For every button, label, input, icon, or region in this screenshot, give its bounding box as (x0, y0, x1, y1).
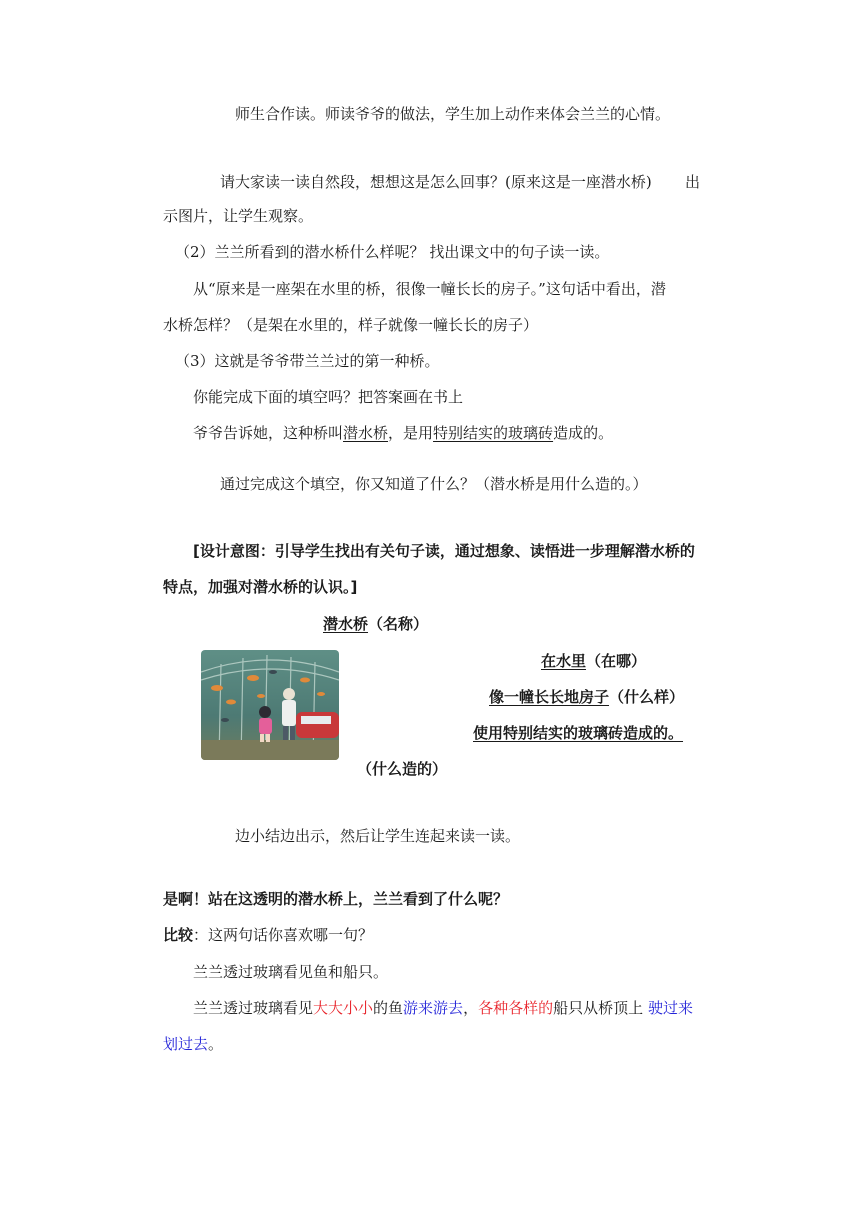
sentence-simple: 兰兰透过玻璃看见鱼和船只。 (193, 963, 389, 981)
paragraph-compare: 比较：这两句话你喜欢哪一句？ (163, 926, 374, 944)
paragraph-quote-line1: 从“原来是一座架在水里的桥，很像一幢长长的房子。”这句话中看出，潜 (193, 280, 666, 298)
paragraph-quote-line2: 水桥怎样？（是架在水里的，样子就像一幢长长的房子） (163, 316, 539, 334)
answer-material: 特别结实的玻璃砖 (433, 424, 554, 442)
paragraph-question-3: （3）这就是爷爷带兰兰过的第一种桥。 (175, 352, 440, 370)
sentence-rich-line1: 兰兰透过玻璃看见大大小小的鱼游来游去，各种各样的船只从桥顶上 驶过来 (193, 999, 693, 1017)
board-appearance: 像一幢长长地房子（什么样） (489, 688, 685, 706)
underwater-bridge-picture (201, 650, 339, 760)
paragraph-summary: 边小结边出示，然后让学生连起来读一读。 (235, 827, 521, 845)
paragraph-read-together: 师生合作读。师读爷爷的做法，学生加上动作来体会兰兰的心情。 (235, 105, 671, 123)
read-section-text: 请大家读一读自然段，想想这是怎么回事？(原来这是一座潜水桥) (220, 173, 652, 191)
emphasis-sail-over: 驶过来 (647, 999, 693, 1017)
emphasis-row-past: 划过去 (163, 1035, 209, 1053)
board-name: 潜水桥（名称） (323, 615, 429, 633)
paragraph-fill-blank-prompt: 你能完成下面的填空吗？把答案画在书上 (193, 388, 464, 406)
emphasis-variety: 各种各样的 (478, 999, 554, 1017)
paragraph-question-2: （2）兰兰所看到的潜水桥什么样呢？ 找出课文中的句子读一读。 (175, 243, 610, 261)
read-section-tail: 出 (684, 173, 700, 191)
design-intent-line2: 特点，加强对潜水桥的认识。] (163, 578, 358, 596)
illustration-underwater-bridge (201, 650, 339, 760)
emphasis-swim: 游来游去 (403, 999, 464, 1017)
paragraph-show-picture: 示图片，让学生观察。 (163, 207, 314, 225)
design-intent-line1: [设计意图：引导学生找出有关句子读，通过想象、读悟进一步理解潜水桥的 (193, 542, 695, 560)
sentence-rich-line2: 划过去。 (163, 1035, 224, 1053)
board-material-label: （什么造的） (357, 760, 448, 778)
paragraph-what-saw: 是啊！站在这透明的潜水桥上，兰兰看到了什么呢？ (163, 890, 509, 908)
paragraph-what-learned: 通过完成这个填空，你又知道了什么？（潜水桥是用什么造的。） (220, 475, 648, 493)
paragraph-read-section (220, 172, 700, 192)
emphasis-sizes: 大大小小 (313, 999, 374, 1017)
paragraph-fill-blank: 爷爷告诉她，这种桥叫潜水桥，是用特别结实的玻璃砖造成的。 (193, 424, 614, 442)
board-where: 在水里（在哪） (541, 652, 647, 670)
answer-bridge-name: 潜水桥 (343, 424, 389, 442)
board-material: 使用特别结实的玻璃砖造成的。 (473, 724, 684, 742)
compare-label: 比较 (163, 926, 194, 944)
